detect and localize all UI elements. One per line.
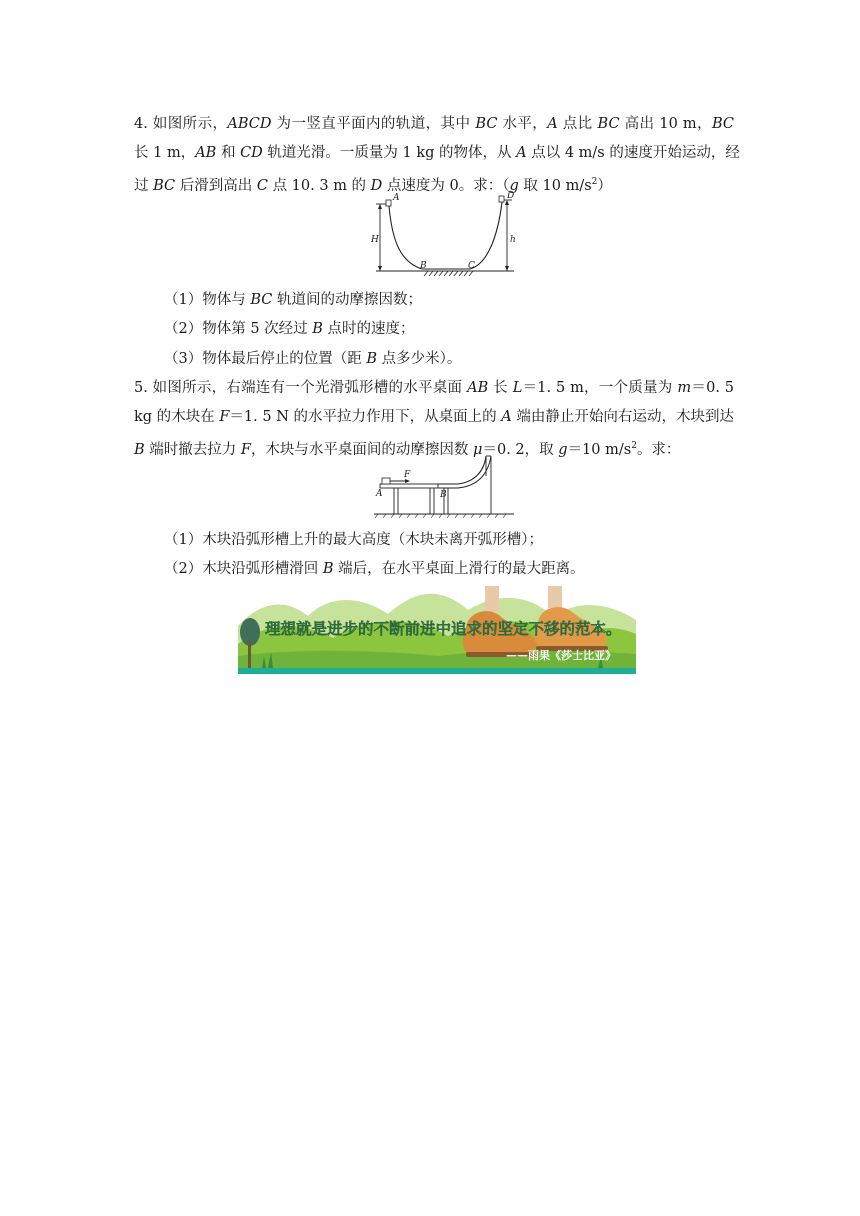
text-run: 点比 (557, 116, 598, 132)
text-run: 。求： (636, 441, 681, 458)
motto-quote: 理想就是进步的不断前进中追求的坚定不移的范本。 (265, 620, 622, 638)
text-run: ＝0. 2，取 (482, 441, 559, 458)
q4-label-a: A (393, 193, 400, 203)
text-run: 取 10 m/s (518, 177, 592, 194)
math-variable: A (516, 145, 527, 161)
math-variable: C (256, 177, 268, 194)
math-variable: B (134, 441, 145, 458)
q4-track-figure (370, 190, 520, 276)
math-variable: B (366, 351, 377, 367)
superscript: 2 (591, 177, 598, 187)
q4-sub-2 (164, 319, 415, 339)
q5-label-b: B (440, 490, 447, 500)
text-run: 水平， (497, 116, 548, 132)
math-variable: BC (475, 116, 498, 132)
math-variable: L (512, 380, 523, 396)
text-run: （3）物体最后停止的位置（距 (164, 351, 367, 367)
q5-line-1 (134, 378, 734, 398)
text-run: 为一竖直平面内的轨道，其中 (271, 116, 476, 132)
text-run: （2）木块沿弧形槽滑回 (164, 561, 323, 577)
q4-label-h-lower: h (510, 235, 516, 245)
motto-banner (238, 586, 636, 676)
math-variable: μ (473, 441, 483, 458)
text-run: 轨道间的动摩擦因数； (272, 292, 422, 308)
q5-sub-1 (164, 530, 543, 550)
text-run: （1）物体与 (164, 292, 251, 308)
text-run: 点以 4 m/s 的速度开始运动，经 (526, 145, 740, 161)
q4-label-b: B (420, 261, 427, 271)
text-run: 后滑到高出 (175, 177, 257, 194)
q4-sub-3 (164, 349, 461, 369)
q5-label-a: A (376, 489, 383, 499)
q5-sub-2 (164, 559, 585, 579)
math-variable: BC (711, 116, 734, 132)
math-variable: B (322, 561, 334, 577)
q4-label-d: D (507, 191, 515, 201)
q5-label-f: F (404, 470, 411, 480)
text-run: 5. 如图所示，右端连有一个光滑弧形槽的水平桌面 (134, 380, 468, 396)
math-variable: ABCD (227, 116, 272, 132)
text-run: 过 (134, 177, 154, 194)
text-run: 高出 10 m， (619, 116, 712, 132)
text-run: 端后，在水平桌面上滑行的最大距离。 (333, 561, 585, 577)
math-variable: g (558, 441, 568, 458)
math-variable: AB (195, 145, 217, 161)
q4-label-h-upper: H (371, 235, 379, 245)
q4-sub-1 (164, 290, 422, 310)
math-variable: m (677, 380, 692, 396)
math-variable: F (219, 409, 230, 425)
math-variable: B (312, 321, 323, 337)
text-run: 和 (216, 145, 241, 161)
motto-attribution: ——雨果《莎士比亚》 (506, 649, 616, 662)
text-run: 4. 如图所示， (134, 116, 228, 132)
superscript: 2 (631, 441, 637, 451)
math-variable: BC (153, 177, 176, 194)
text-run: 长 (488, 380, 513, 396)
q5-line-2 (134, 407, 734, 427)
math-variable: A (547, 116, 558, 132)
math-variable: BC (250, 292, 273, 308)
math-variable: D (370, 177, 383, 194)
text-run: （2）物体第 5 次经过 (164, 321, 313, 337)
text-run: ） (597, 177, 612, 194)
text-run: 点多少米）。 (377, 351, 462, 367)
text-run: 点 10. 3 m 的 (267, 177, 371, 194)
text-run: 轨道光滑。一质量为 1 kg 的物体，从 (262, 145, 517, 161)
text-run: 端时撤去拉力 (144, 441, 241, 458)
text-run: ＝1. 5 m，一个质量为 (522, 380, 678, 396)
text-run: 长 1 m， (134, 145, 196, 161)
text-run: ＝1. 5 N 的水平拉力作用下，从桌面上的 (229, 409, 502, 425)
math-variable: F (240, 441, 251, 458)
text-run: （1）木块沿弧形槽上升的最大高度（木块未离开弧形槽）； (164, 532, 543, 548)
text-run: ＝0. 5 (691, 380, 735, 396)
text-run: ，木块与水平桌面间的动摩擦因数 (250, 441, 474, 458)
text-run: kg 的木块在 (134, 409, 220, 425)
q4-line-1 (134, 114, 734, 134)
math-variable: CD (240, 145, 263, 161)
q4-label-c: C (468, 261, 475, 271)
q5-table-figure (374, 454, 514, 520)
math-variable: AB (467, 380, 489, 396)
text-run: 端由静止开始向右运动，木块到达 (511, 409, 734, 425)
math-variable: g (509, 177, 519, 194)
q4-line-2 (134, 143, 740, 163)
text-run: 点速度为 0。求：（ (382, 177, 510, 194)
math-variable: A (501, 409, 512, 425)
text-run: ＝10 m/s (567, 441, 632, 458)
math-variable: BC (597, 116, 620, 132)
text-run: 点时的速度； (322, 321, 415, 337)
